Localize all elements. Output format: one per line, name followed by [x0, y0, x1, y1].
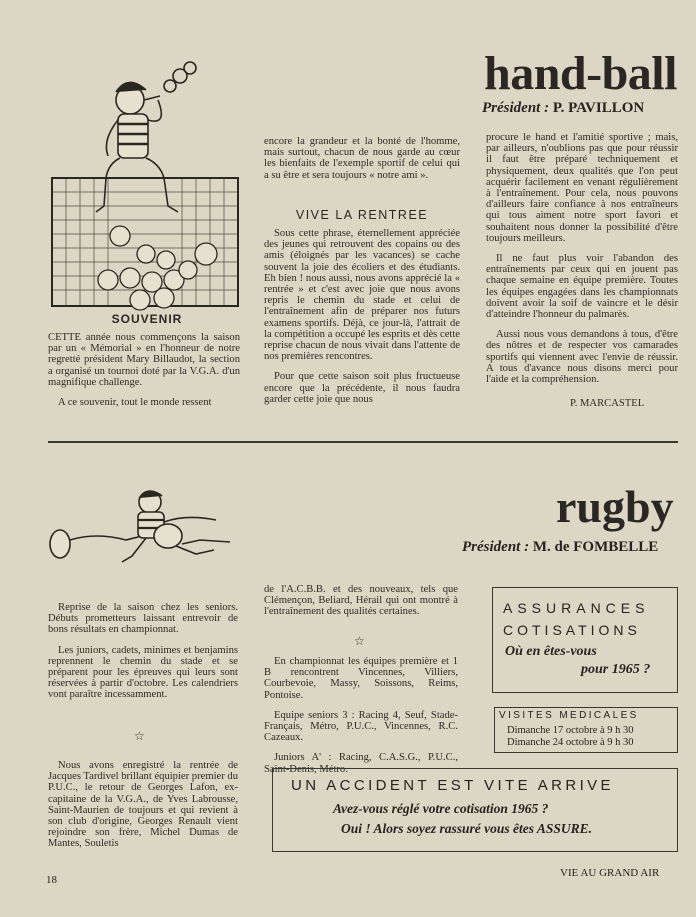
- accident-line-2: Oui ! Alors soyez rassuré vous êtes ASSURE.: [341, 821, 593, 836]
- handball-subhead: VIVE LA RENTREE: [295, 208, 429, 222]
- rugby-players-drawing: [46, 484, 242, 570]
- handball-col2-para-2: Pour que cette saison soit plus fructueuse encore que la précédente, il nous faudra garder cette joie que nous: [264, 371, 460, 405]
- handball-col1-para-2: A ce souvenir, tout le monde ressent: [58, 397, 212, 409]
- handball-col1-para-1: CETTE année nous commençons la saison par un « Mémorial » en l'honneur de notre regretté président Mary Billaudot, la section a organisé un tournoi doté par la V.G.A. d'un magnifique challenge.: [48, 332, 240, 388]
- handball-column-3: [486, 132, 678, 394]
- accident-box: [272, 768, 678, 852]
- visites-box: [494, 707, 678, 753]
- rugby-column-2-after: [264, 656, 458, 784]
- accident-title: UN ACCIDENT EST VITE ARRIVE: [291, 777, 614, 794]
- handball-president-name: P. PAVILLON: [552, 100, 645, 116]
- assurances-box: [492, 587, 678, 693]
- handball-column-1: [48, 332, 240, 417]
- handball-president: [482, 100, 682, 117]
- assurances-line-1: ASSURANCES: [503, 600, 650, 616]
- rugby-col2-para-1: En championnat les équipes première et 1 B rencontrent Vincennes, Villiers, Courbevoie, Massy, Soissons, Reims, Pontoise.: [264, 656, 458, 701]
- rugby-column-1: [48, 602, 238, 710]
- rugby-col2-para-2: Equipe seniors 3 : Racing 4, Seuf, Stade-Français, Métro, P.U.C., Vincennes, R.C. Cazeaux.: [264, 709, 458, 744]
- assurances-line-2: COTISATIONS: [503, 622, 641, 638]
- rugby-col1-para-2: Les juniors, cadets, minimes et benjamins reprennent le chemin du stade et se préparent pour les épreuves qui leurs sont réservées à partir d'octobre. Les calendriers vont paraître incessamment.: [48, 644, 238, 701]
- assurances-line-4: pour 1965 ?: [581, 662, 651, 677]
- rugby-star-2: ☆: [354, 634, 365, 648]
- rugby-col1-para-3: Nous avons enregistré la rentrée de Jacques Tardivel brillant équipier premier du P.U.C., le retour de Georges Lafon, ex-capitaine de la V.G.A., de Yves Labrousse, Saint-Maurien de toujours et qui revient à son club d'origine, Georges Renault vient rejoindre son frère, Michel Dumas de Mantes, Souletis: [48, 760, 238, 850]
- section-divider: [48, 441, 678, 443]
- magazine-name: VIE AU GRAND AIR: [560, 867, 660, 879]
- page-number: 18: [46, 874, 57, 886]
- handball-column-2-body: [264, 228, 460, 414]
- handball-col3-para-3: Aussi nous vous demandons à tous, d'être des nôtres et de respecter vos camarades sportifs qui viennent avec l'envie de réussir. A tous d'avance nous disons merci pour l'aide et la compréhension.: [486, 329, 678, 386]
- handball-president-label: Président :: [482, 100, 550, 116]
- handball-signature: P. MARCASTEL: [570, 398, 645, 409]
- assurances-line-3: Où en êtes-vous: [505, 644, 597, 659]
- handball-col3-para-1: procure le hand et l'amitié sportive ; mais, par ailleurs, n'oublions pas que pour réussir il faut être préparé techniquement et physiquement, deux qualités que l'on peut acquérir facilement en venant régulièrement à l'entraînement. Pour cela, nous pouvons d'ailleurs faire confiance à nos entraîneurs qui tous aiment notre sport favori et souhaitent nous donner la possibilité d'être toujours meilleurs.: [486, 132, 678, 244]
- goalkeeper-drawing: [48, 56, 244, 312]
- handball-col2-top: encore la grandeur et la bonté de l'homme, mais surtout, chacun de nous garde au cœur les bienfaits de l'exemple sportif de celui qui a su être et sera toujours « notre ami ».: [264, 136, 460, 181]
- handball-illustration: [48, 56, 244, 312]
- rugby-president: [462, 539, 682, 556]
- rugby-column-2: [264, 584, 458, 627]
- visites-row-2: Dimanche 24 octobre à 9 h 30: [507, 737, 634, 748]
- handball-col2-para-1: Sous cette phrase, éternellement appréciée des jeunes qui retrouvent des copains ou des amis (éloignés par les vacances) se cache souvent la joie des écoliers et des étudiants. Eh bien ! nous aussi, nous avons apprécié la « rentrée » et c'est avec joie que nous avons repris le chemin du stade et celui de l'entraînement afin de préparer nos futurs examens sportifs. Déjà, ce jour-là, l'attrait de la compétition a occupé les esprits et dès cette reprise chacun de nous vivait dans l'attente de nos premières rencontres.: [264, 228, 460, 363]
- rugby-president-label: Président :: [462, 539, 530, 555]
- handball-title: hand-ball: [484, 47, 677, 100]
- handball-column-2: [264, 136, 460, 190]
- rugby-president-name: M. de FOMBELLE: [532, 539, 659, 555]
- rugby-column-1-after: [48, 760, 238, 859]
- visites-title: VISITES MEDICALES: [499, 710, 639, 721]
- rugby-col2-para-3: Juniors A' : Racing, C.A.S.G., P.U.C., Saint-Denis, Métro.: [264, 752, 458, 775]
- visites-row-1: Dimanche 17 octobre à 9 h 30: [507, 725, 634, 736]
- handball-col3-para-2: Il ne faut plus voir l'abandon des entraînements par ceux qui en jouent pas chaque semaine en équipe première. Toutes les équipes engagées dans les championnats doivent avoir la soif de vaincre et le désir d'atteindre l'honneur du palmarès.: [486, 253, 678, 321]
- rugby-col1-para-1: Reprise de la saison chez les seniors. Débuts prometteurs laissant entrevoir de bons résultats en championnat.: [48, 602, 238, 636]
- rugby-col2-top: de l'A.C.B.B. et des nouveaux, tels que Clémençon, Beliard, Hérail qui ont montré à l'entraînement des qualités certaines.: [264, 584, 458, 618]
- rugby-title: rugby: [556, 481, 674, 532]
- rugby-illustration: [46, 484, 242, 570]
- handball-caption: SOUVENIR: [111, 312, 183, 326]
- accident-line-1: Avez-vous réglé votre cotisation 1965 ?: [333, 801, 549, 816]
- rugby-star-1: ☆: [134, 729, 145, 743]
